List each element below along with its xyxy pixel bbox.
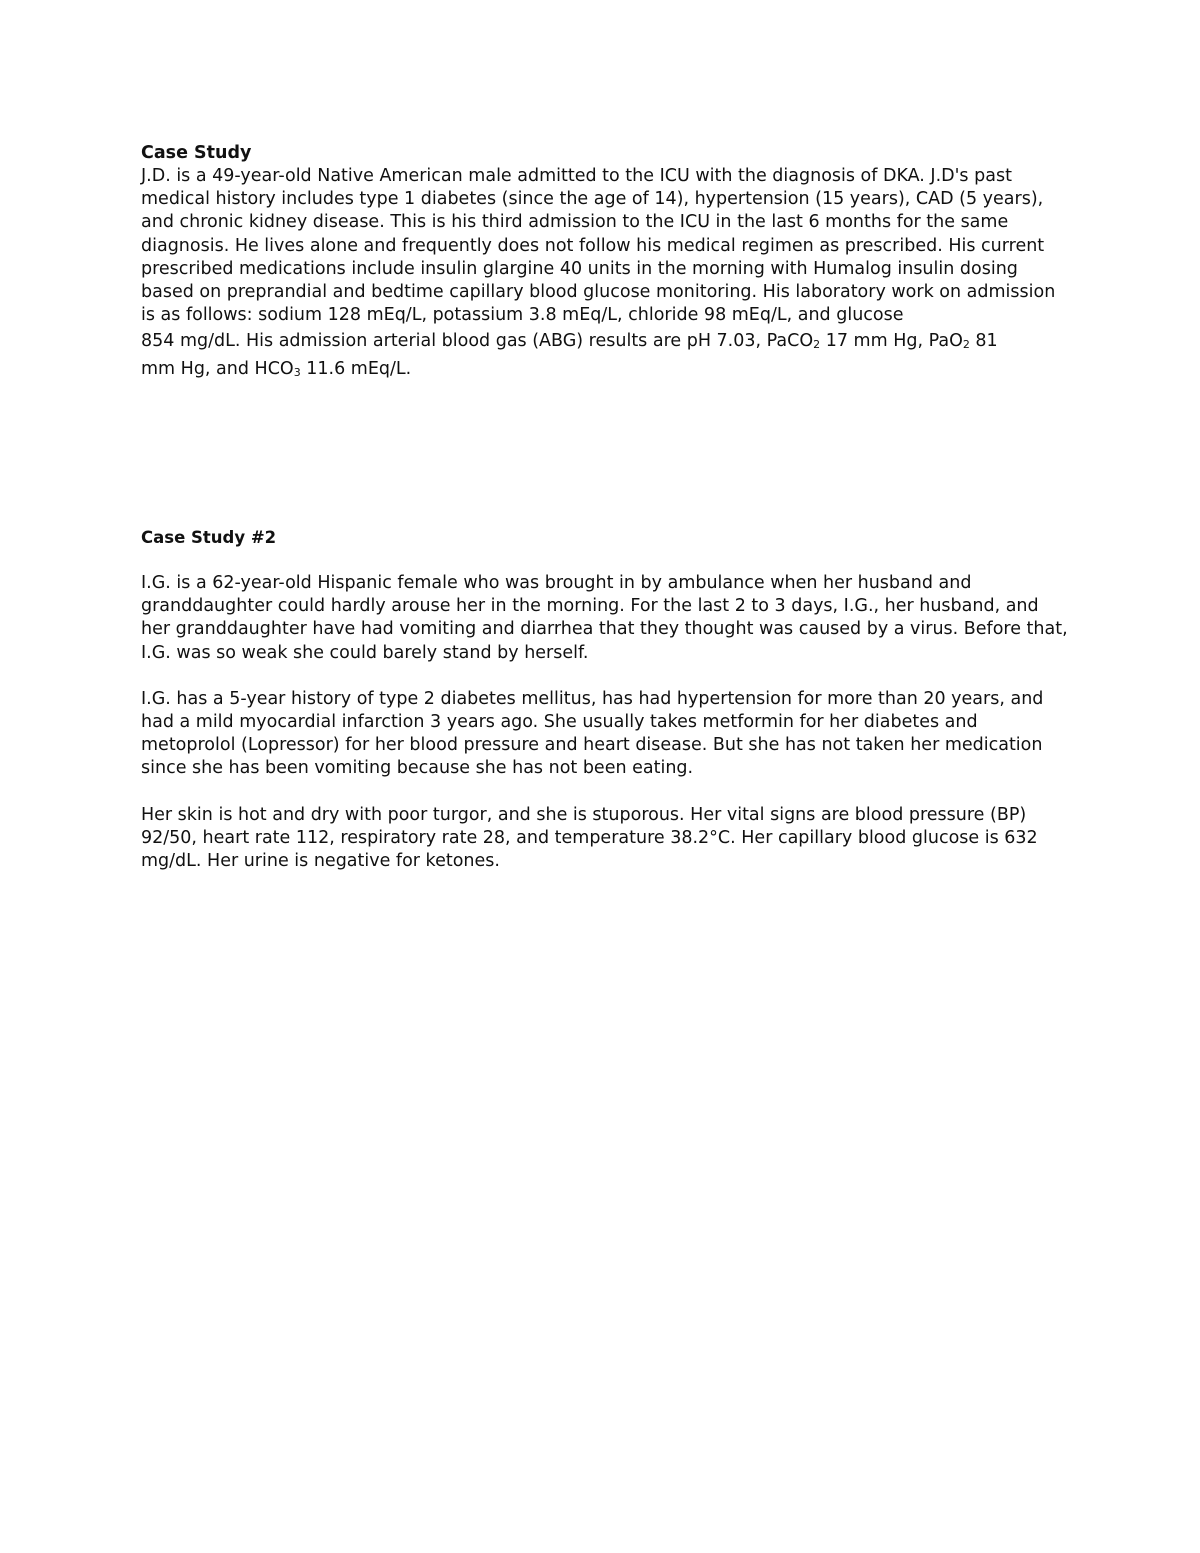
case-study-1-text-b: 854 mg/dL. His admission arterial blood gas (ABG) results are pH 7.03, PaCO [141,331,814,352]
case-study-1-hco3-line [141,355,1071,383]
case-study-1-abg-line [141,327,1071,355]
subscript-2-a: 2 [813,338,821,352]
case-study-1-text-d: 81 [969,331,998,352]
case-study-2 [141,526,1071,873]
case-study-2-paragraph-3: Her skin is hot and dry with poor turgor, and she is stuporous. Her vital signs are blood pressure (BP) 92/50, heart rate 112, respiratory rate 28, and temperature 38.2°C. Her capillary blood glucose is 632 mg/dL. Her urine is negative for ketones. [141,804,1038,872]
subscript-2-b: 2 [962,338,970,352]
case-study-1-text-a: J.D. is a 49-year-old Native American male admitted to the ICU with the diagnosis of DKA. J.D's past medical history includes type 1 diabetes (since the age of 14), hypertension (15 years), CAD (5 years), and chronic kidney disease. This is his third admission to the ICU in the last 6 months for the same diagnosis. He lives alone and frequently does not follow his medical regimen as prescribed. His current prescribed medications include insulin glargine 40 units in the morning with Humalog insulin dosing based on preprandial and bedtime capillary blood glucose monitoring. His laboratory work on admission is as follows: sodium 128 mEq/L, potassium 3.8 mEq/L, chloride 98 mEq/L, and glucose [141,166,1056,326]
case-study-2-title: Case Study #2 [141,528,277,547]
case-study-1-title: Case Study [141,143,252,163]
case-study-1-text-c: 17 mm Hg, PaO [820,331,963,352]
case-study-1-text-f: 11.6 mEq/L. [300,359,412,380]
subscript-3: 3 [293,366,301,380]
case-study-2-paragraph-2: I.G. has a 5-year history of type 2 diabetes mellitus, has had hypertension for more than 20 years, and had a mild myocardial infarction 3 years ago. She usually takes metformin for her diabetes and metoprolol (Lopressor) for her blood pressure and heart disease. But she has not taken her medication since she has been vomiting because she has not been eating. [141,688,1044,779]
case-study-1 [141,142,1071,383]
document-page [141,142,1071,872]
case-study-1-paragraph [141,165,1071,327]
case-study-2-paragraph-1: I.G. is a 62-year-old Hispanic female who was brought in by ambulance when her husband and granddaughter could hardly arouse her in the morning. For the last 2 to 3 days, I.G., her husband, and her granddaughter have had vomiting and diarrhea that they thought was caused by a virus. Before that, I.G. was so weak she could barely stand by herself. [141,573,1068,663]
case-study-1-text-e: mm Hg, and HCO [141,359,294,380]
